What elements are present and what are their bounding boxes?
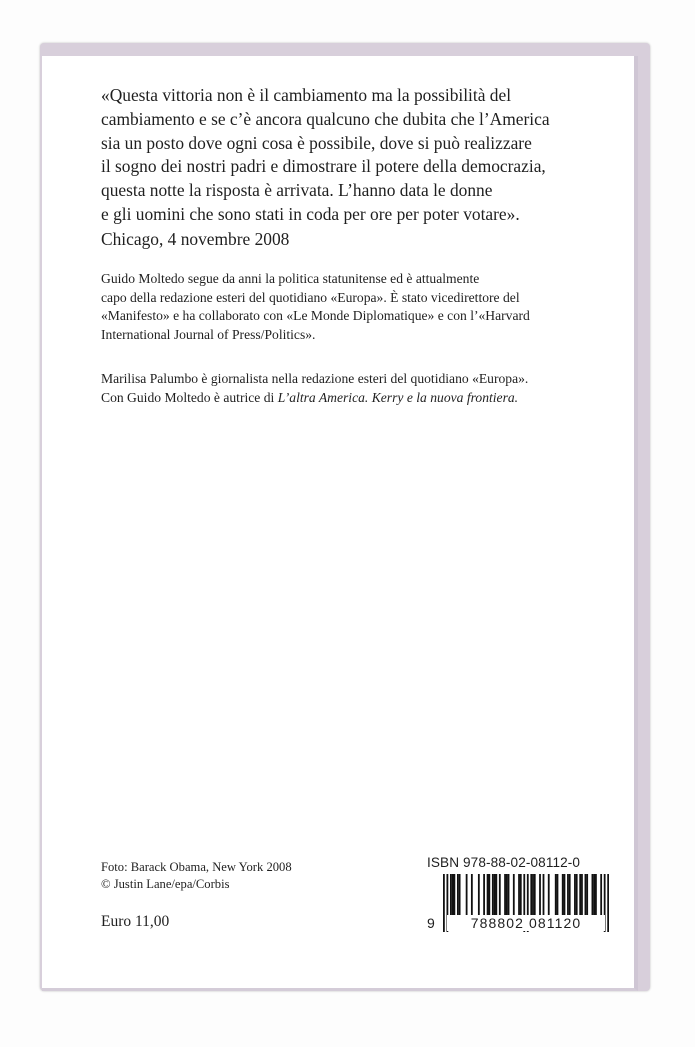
author-bio-palumbo-text: Marilisa Palumbo è giornalista nella redazione esteri del quotidiano «Europa». Con Guido Moltedo è autrice di (101, 371, 529, 405)
author-bio-palumbo (101, 370, 621, 407)
obama-quote: «Questa vittoria non è il cambiamento ma la possibilità del cambiamento e se c’è ancora qualcuno che dubita che l’America sia un posto dove ogni cosa è possibile, dove si può realizzare il sogno dei nostri padri e dimostrare il potere della democrazia, questa notte la risposta è arrivata. L’hanno data le donne e gli uomini che sono stati in coda per ore per poter votare». (101, 85, 550, 224)
barcode-bar (443, 874, 445, 932)
price: Euro 11,00 (101, 913, 170, 930)
ean-lead-digit: 9 (427, 915, 435, 931)
barcode-bar (607, 874, 609, 932)
isbn-barcode-block (427, 855, 617, 945)
ean-digits: 788802 081120 (447, 915, 605, 931)
author-bio-moltedo: Guido Moltedo segue da anni la politica statunitense ed è attualmente capo della redazione esteri del quotidiano «Europa». È stato vicedirettore del «Manifesto» e ha collaborato con «Le Monde Diplomatique» e con l’«Harvard International Journal of Press/Politics». (101, 271, 530, 342)
quote-source: Chicago, 4 novembre 2008 (101, 229, 290, 249)
photo-credit: Foto: Barack Obama, New York 2008 © Justin Lane/epa/Corbis (101, 860, 292, 891)
book-title-reference: L’altra America. Kerry e la nuova frontiera. (277, 389, 519, 405)
isbn-label: ISBN 978-88-02-08112-0 (427, 855, 581, 870)
